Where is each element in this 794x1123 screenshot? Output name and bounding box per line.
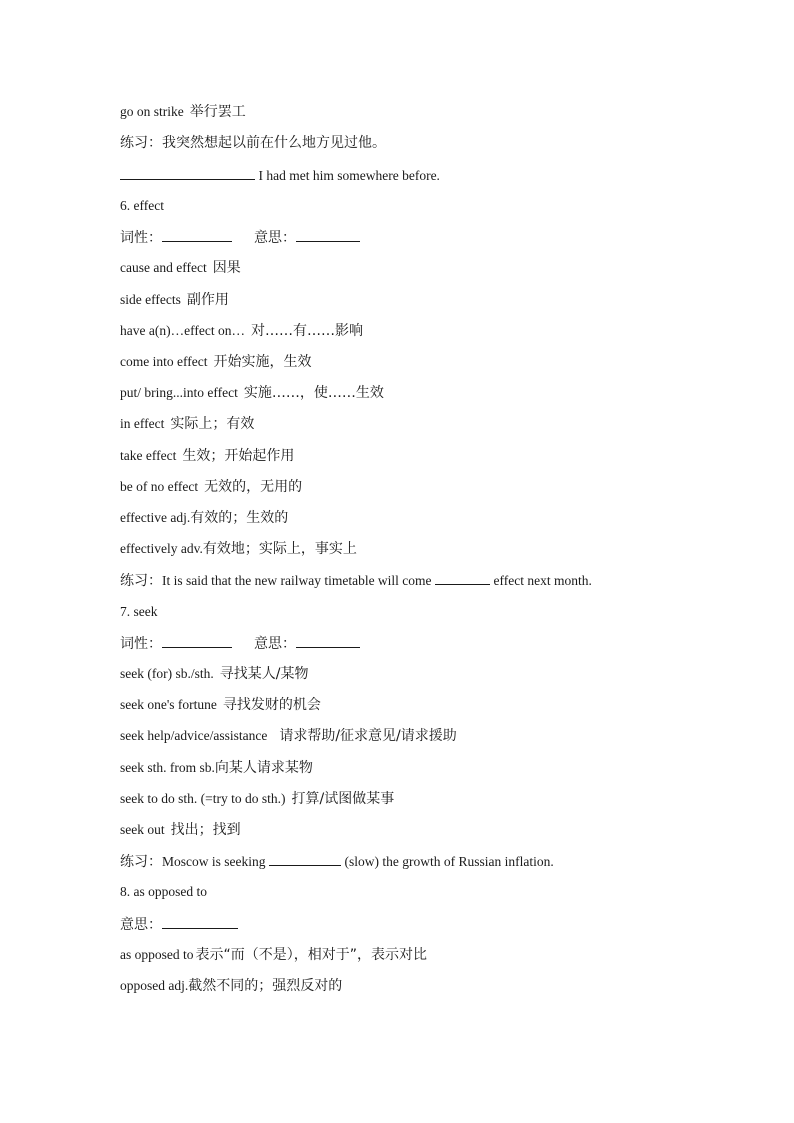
- section-heading-seek: [120, 602, 158, 622]
- phrase-zh: 因果: [212, 260, 241, 276]
- meaning-label: 意思：: [120, 917, 162, 933]
- phrase-en: effectively adv.: [120, 541, 203, 556]
- phrase-zh: 实际上；有效: [170, 416, 255, 432]
- meaning-blank[interactable]: [162, 914, 238, 929]
- phrase-zh: 举行罢工: [189, 104, 246, 120]
- phrase-side-effects: [120, 290, 229, 310]
- phrase-en: opposed adj.: [120, 978, 189, 993]
- phrase-en: seek to do sth. (=try to do sth.): [120, 791, 286, 806]
- phrase-en: cause and effect: [120, 260, 207, 275]
- meaning-label: 意思：: [254, 636, 296, 652]
- phrase-zh: 找出；找到: [170, 822, 241, 838]
- answer-blank[interactable]: [269, 851, 341, 866]
- section-heading-effect: [120, 196, 164, 216]
- meaning-label: 意思：: [254, 230, 296, 246]
- phrase-en: seek one's fortune: [120, 697, 217, 712]
- phrase-seek-help: [120, 726, 457, 746]
- phrase-en: seek sth. from sb.: [120, 760, 215, 775]
- phrase-come-into-effect: [120, 352, 311, 372]
- exercise-label: 练习：: [120, 135, 162, 151]
- phrase-en: go on strike: [120, 104, 184, 119]
- exercise-prompt: [120, 133, 386, 153]
- exercise-label: 练习：: [120, 854, 162, 870]
- phrase-zh: 寻找发财的机会: [222, 697, 321, 713]
- section-heading-as-opposed-to: [120, 882, 207, 902]
- answer-blank[interactable]: [120, 165, 255, 180]
- phrase-en: seek (for) sb./sth.: [120, 666, 214, 681]
- phrase-en: in effect: [120, 416, 165, 431]
- phrase-en: come into effect: [120, 354, 208, 369]
- meaning-blank[interactable]: [296, 227, 360, 242]
- phrase-as-opposed-to: [120, 945, 427, 965]
- phrase-en: as opposed to: [120, 947, 194, 962]
- exercise-answer-line: [120, 165, 440, 185]
- phrase-in-effect: [120, 414, 254, 434]
- phrase-seek-fortune: [120, 695, 321, 715]
- phrase-en: take effect: [120, 448, 177, 463]
- phrase-zh: 向某人请求某物: [214, 760, 313, 776]
- pos-meaning-row: [120, 227, 360, 247]
- phrase-en: put/ bring...into effect: [120, 385, 238, 400]
- answer-blank[interactable]: [435, 570, 490, 585]
- exercise-sentence: I had met him somewhere before.: [258, 168, 440, 183]
- exercise-seek: [120, 851, 554, 871]
- section-title: 7. seek: [120, 604, 158, 619]
- phrase-zh: 请求帮助/征求意见/请求援助: [279, 728, 457, 744]
- phrase-seek-out: [120, 820, 241, 840]
- phrase-en: seek help/advice/assistance: [120, 728, 268, 743]
- exercise-text-a: It is said that the new railway timetable will come: [162, 573, 432, 588]
- phrase-seek-to-do: [120, 789, 394, 809]
- phrase-zh: 无效的，无用的: [204, 479, 303, 495]
- phrase-en: seek out: [120, 822, 165, 837]
- phrase-be-of-no-effect: [120, 477, 302, 497]
- phrase-zh: 截然不同的；强烈反对的: [188, 978, 343, 994]
- phrase-zh: 打算/试图做某事: [291, 791, 395, 807]
- meaning-blank[interactable]: [296, 633, 360, 648]
- pos-label: 词性：: [120, 230, 162, 246]
- exercise-text-b: (slow) the growth of Russian inflation.: [344, 854, 554, 869]
- phrase-seek-for: [120, 664, 308, 684]
- pos-blank[interactable]: [162, 633, 232, 648]
- exercise-label: 练习：: [120, 573, 162, 589]
- section-title: 8. as opposed to: [120, 884, 207, 899]
- exercise-text: 我突然想起以前在什么地方见过他。: [162, 135, 386, 151]
- phrase-zh: 表示“而（不是），相对于”，表示对比: [195, 947, 428, 963]
- phrase-en: side effects: [120, 292, 181, 307]
- phrase-zh: 生效；开始起作用: [182, 448, 295, 464]
- word-effectively: [120, 539, 357, 559]
- phrase-zh: 寻找某人/某物: [219, 666, 309, 682]
- phrase-en: effective adj.: [120, 510, 191, 525]
- phrase-have-effect-on: [120, 321, 363, 341]
- phrase-zh: 开始实施，生效: [213, 354, 312, 370]
- word-opposed: [120, 976, 342, 996]
- exercise-effect: [120, 570, 592, 590]
- exercise-text-a: Moscow is seeking: [162, 854, 266, 869]
- section-title: 6. effect: [120, 198, 164, 213]
- phrase-zh: 有效的；生效的: [190, 510, 289, 526]
- pos-blank[interactable]: [162, 227, 232, 242]
- phrase-cause-and-effect: [120, 258, 241, 278]
- pos-label: 词性：: [120, 636, 162, 652]
- phrase-en: have a(n)…effect on…: [120, 323, 245, 338]
- phrase-zh: 有效地；实际上，事实上: [202, 541, 357, 557]
- phrase-go-on-strike: [120, 102, 246, 122]
- phrase-zh: 实施……，使……生效: [243, 385, 384, 401]
- phrase-zh: 副作用: [186, 292, 229, 308]
- phrase-seek-from: [120, 758, 313, 778]
- phrase-take-effect: [120, 446, 294, 466]
- exercise-text-b: effect next month.: [493, 573, 592, 588]
- phrase-zh: 对……有……影响: [250, 323, 363, 339]
- meaning-row: [120, 914, 238, 934]
- phrase-put-into-effect: [120, 383, 384, 403]
- pos-meaning-row: [120, 633, 360, 653]
- phrase-en: be of no effect: [120, 479, 199, 494]
- word-effective: [120, 508, 288, 528]
